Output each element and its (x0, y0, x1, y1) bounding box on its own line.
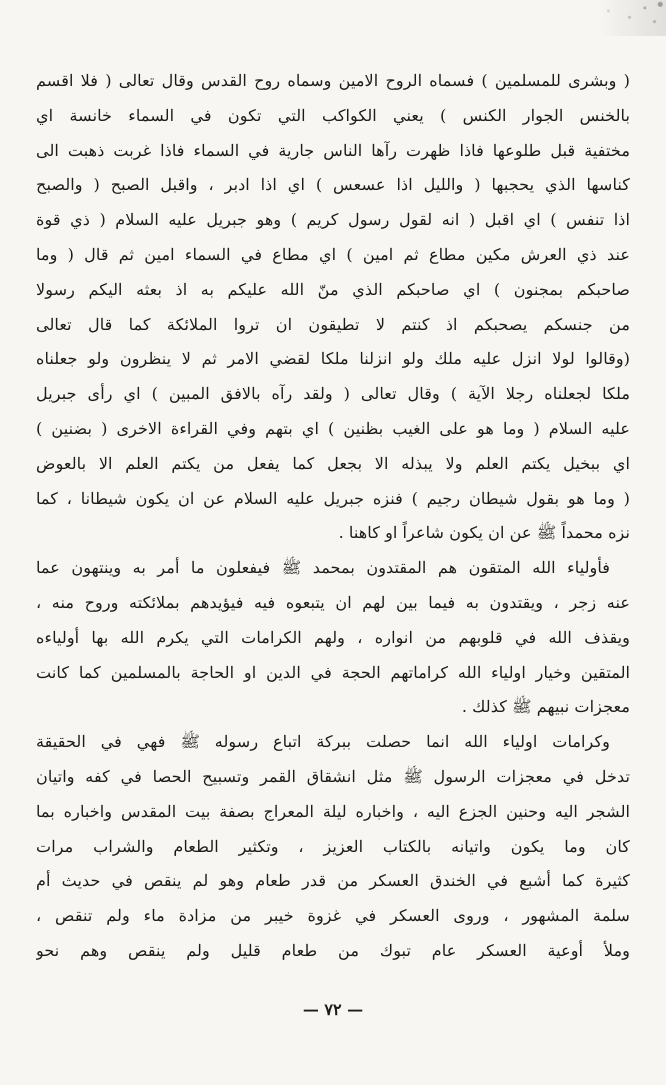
text-line: بالخنس الجوار الكنس ) يعني الكواكب التي تكون في السماء خانسة اي (36, 105, 630, 125)
text-line: الشجر اليه وحنين الجزع اليه ، واخباره ليلة المعراج بصفة بيت المقدس واخباره بما (36, 801, 630, 821)
text-line: صاحبكم بمجنون ) اي صاحبكم الذي منّ الله عليكم به اذ بعثه اليكم رسولا (36, 279, 630, 299)
text-line: (وقالوا لولا انزل عليه ملك ولو انزلنا ملكا لقضي الامر ثم لا ينظرون ولو جعلناه (36, 349, 630, 369)
text-line: ( وبشرى للمسلمين ) فسماه الروح الامين وسماه روح القدس وقال تعالى ( فلا اقسم (36, 71, 630, 90)
text-line: وكرامات اولياء الله انما حصلت ببركة اتباع رسوله ﷺ فهي في الحقيقة (36, 732, 610, 752)
text-line: كناسها الذي يحجبها ( والليل اذا عسعس ) اي اذا ادبر ، واقبل الصبح ( والصبح (36, 175, 630, 195)
text-line: وملأ أوعية العسكر عام تبوك من طعام قليل ولم ينقص وهم نحو (36, 940, 630, 960)
text-line: عند ذي العرش مكين مطاع ثم امين ) اي مطاع في السماء امين ثم قال ( وما (36, 244, 630, 264)
body-text (36, 64, 630, 969)
text-line: عنه زجر ، ويقتدون به فيما بين لهم ان يتبعوه فيه فيؤيدهم بملائكته وروح منه ، (36, 592, 630, 612)
text-line: عليه السلام ( وما هو على الغيب بظنين ) اي بتهم وفي القراءة الاخرى ( بضنين ) (36, 418, 630, 438)
text-line: المتقين وخيار اولياء الله كراماتهم الحجة في الدين او الحاجة بالمسلمين كما كانت (36, 662, 630, 682)
text-line: اي ببخيل يكتم العلم ولا يبذله الا بجعل كما يفعل من يكتم العلم الا بالعوض (36, 453, 630, 473)
text-line: فأولياء الله المتقون هم المقتدون بمحمد ﷺ فيفعلون ما أمر به وينتهون عما (36, 558, 610, 578)
text-line: اذا تنفس ) اي اقبل ( انه لقول رسول كريم ) وهو جبريل عليه السلام ( ذي قوة (36, 210, 630, 230)
text-line: معجزات نبيهم ﷺ كذلك . (461, 697, 630, 717)
text-line: سلمة المشهور ، وروى العسكر في غزوة خيبر من مزادة ماء ولم تنقص ، (36, 906, 630, 926)
text-line: ملكا لجعلناه رجلا الآية ) وقال تعالى ( ولقد رآه بالافق المبين ) اي رأى جبريل (36, 384, 630, 404)
text-line: كان وما يكون واتيانه بالكتاب العزيز ، وتكثير الطعام والشراب مرات (36, 836, 630, 856)
page-number: — ٧٢ — (302, 1000, 364, 1019)
text-line: من جنسكم يصحبكم اذ كنتم لا تطيقون ان تروا الملائكة كما قال تعالى (36, 314, 630, 334)
text-line: ( وما هو بقول شيطان رجيم ) فنزه جبريل عليه السلام عن ان يكون شيطانا ، كما (36, 488, 630, 508)
text-line: ويقذف الله في قلوبهم من انواره ، ولهم الكرامات التي يكرم الله بها أولياءه (36, 627, 630, 647)
text-line: مختفية قبل طلوعها فاذا ظهرت رآها الناس جارية في السماء فاذا غربت ذهبت الى (36, 140, 630, 160)
text-line: تدخل في معجزات الرسول ﷺ مثل انشقاق القمر وتسبيح الحصا في كفه واتيان (36, 766, 630, 786)
text-line: نزه محمداً ﷺ عن ان يكون شاعراً او كاهنا . (338, 523, 630, 543)
text-line: كثيرة كما أشبع في الخندق العسكر من قدر طعام وهو لم ينقص في حديث أم (36, 871, 630, 891)
scan-speckle (570, 0, 666, 36)
